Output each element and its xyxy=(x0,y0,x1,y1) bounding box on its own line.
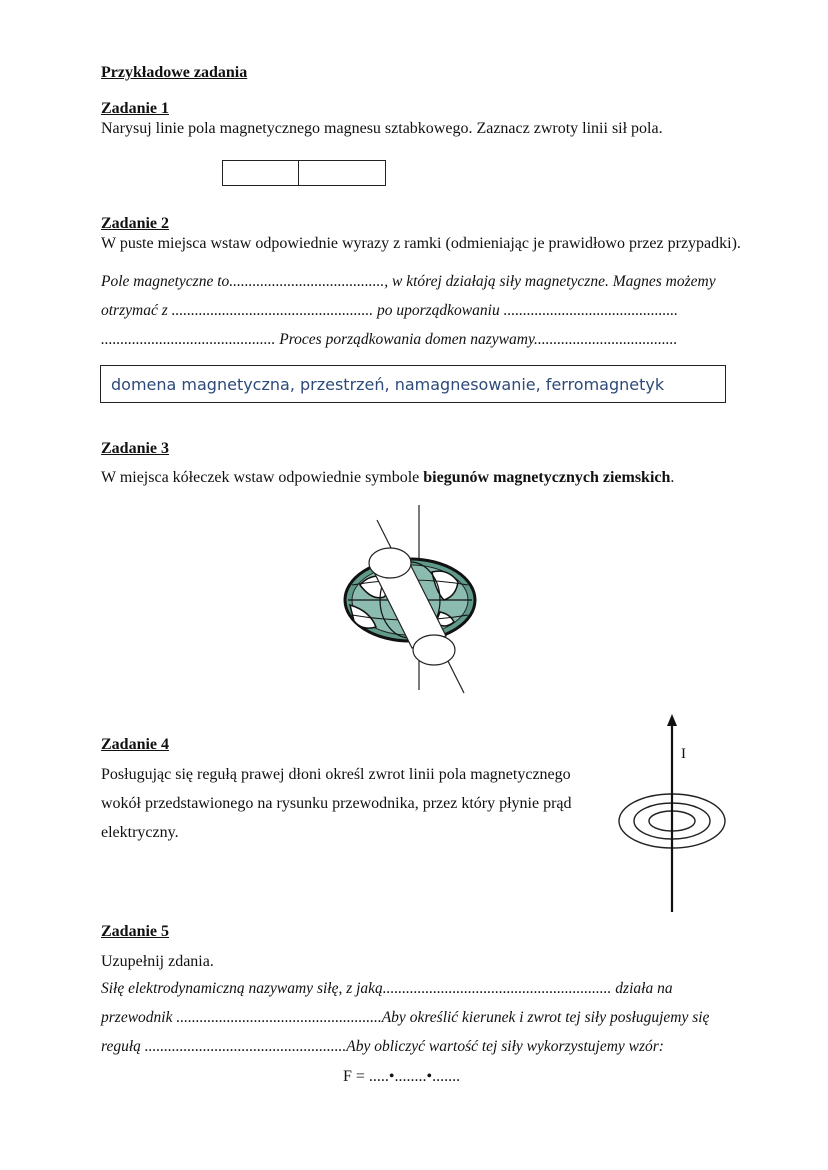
formula: F = .....•........•....... xyxy=(343,1068,461,1085)
task2-sentence-line2: otrzymać z .................................................... po uporządkowaniu ............................................. xyxy=(101,302,678,319)
task2-header: Zadanie 2 xyxy=(101,215,170,232)
task5-sentence-line1: Siłę elektrodynamiczną nazywamy siłę, z jaką........................................................... działa na xyxy=(101,980,673,997)
task2-sentence-line1: Pole magnetyczne to........................................, w której działają siły magnetyczne. Magnes możemy xyxy=(101,273,716,290)
page-title: Przykładowe zadania xyxy=(101,64,248,81)
task4-text-line1: Posługując się regułą prawej dłoni określ zwrot linii pola magnetycznego xyxy=(101,766,571,783)
task5-intro: Uzupełnij zdania. xyxy=(101,953,214,970)
task4-text-line2: wokół przedstawionego na rysunku przewodnika, przez który płynie prąd xyxy=(101,795,572,812)
task3-text-bold: biegunów magnetycznych ziemskich xyxy=(423,469,671,486)
task2-sentence-line3: ............................................. Proces porządkowania domen nazywamy..................................... xyxy=(101,331,678,348)
task4-text-line3: elektryczny. xyxy=(101,824,179,841)
task3-text-end: . xyxy=(670,469,675,486)
task5-header: Zadanie 5 xyxy=(101,923,170,940)
task5-sentence-line3: regułą ....................................................Aby obliczyć wartość tej siły wykorzystujemy wzór: xyxy=(101,1038,664,1055)
task3-text-start: W miejsca kółeczek wstaw odpowiednie symbole xyxy=(101,469,424,486)
task4-header: Zadanie 4 xyxy=(101,736,170,753)
task5-sentence-line2: przewodnik .....................................................Aby określić kierunek i zwrot tej siły posługujemy się xyxy=(101,1009,710,1026)
task1-text: Narysuj linie pola magnetycznego magnesu sztabkowego. Zaznacz zwroty linii sił pola. xyxy=(101,120,663,137)
task2-text: W puste miejsca wstaw odpowiednie wyrazy z ramki (odmieniając je prawidłowo przez przypadki). xyxy=(101,235,741,252)
word-box-text: domena magnetyczna, przestrzeń, namagnesowanie, ferromagnetyk xyxy=(111,375,665,394)
task3-header: Zadanie 3 xyxy=(101,440,170,457)
task1-header: Zadanie 1 xyxy=(101,100,170,117)
current-label: I xyxy=(681,746,686,762)
